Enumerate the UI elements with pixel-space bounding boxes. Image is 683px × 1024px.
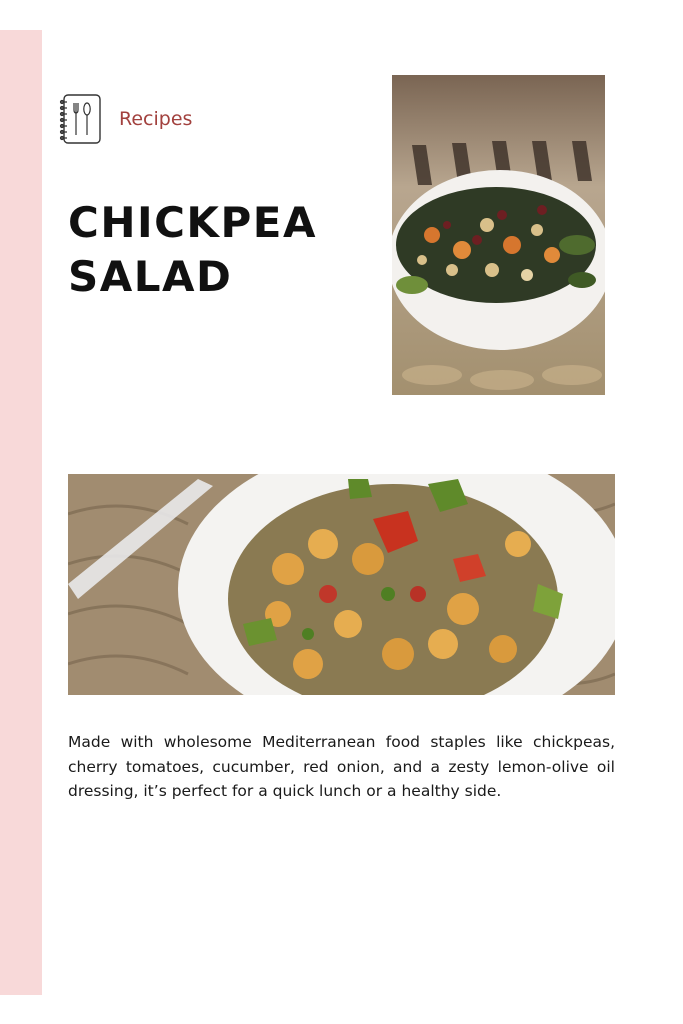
title-line-1: CHICKPEA <box>68 198 317 247</box>
salad-bowl-photo-top <box>392 75 605 395</box>
accent-bar <box>0 30 42 995</box>
title-line-2: SALAD <box>68 252 233 301</box>
recipe-notebook-icon <box>58 93 102 145</box>
chickpea-salad-photo-bottom <box>68 474 615 695</box>
recipe-description: Made with wholesome Mediterranean food staples like chickpeas, cherry tomatoes, cucumber, red onion, and a zesty lemon-olive oil dressing, it’s perfect for a quick lunch or a healthy side. <box>68 733 615 800</box>
page-title <box>68 196 368 304</box>
brand-header <box>58 93 192 145</box>
brand-label: Recipes <box>119 108 193 130</box>
